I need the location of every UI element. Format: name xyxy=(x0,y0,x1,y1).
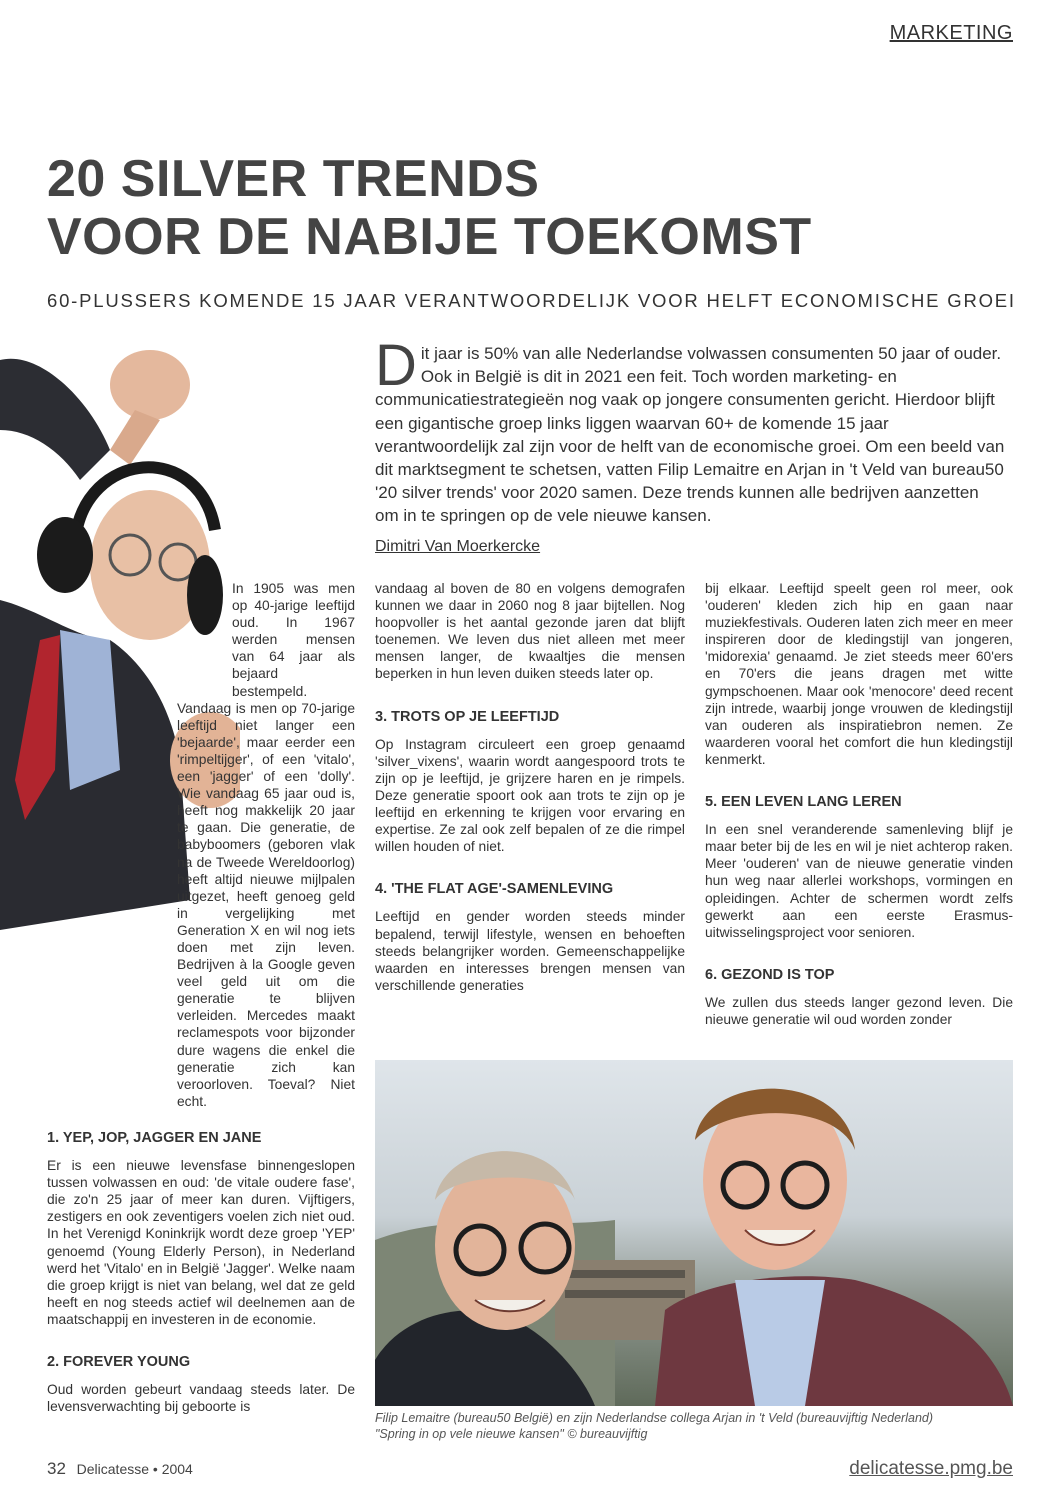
column-1 xyxy=(47,1130,355,1415)
text-section-3: Op Instagram circuleert een groep genaamd 'silver_vixens', waarin wordt aangespoord trots te zijn op je leeftijd, je grijzere haren en je rimpels. Deze generatie spoort ook aan trots te zijn op je leeftijd en erkenning te krijgen voor ervaring en expertise. Ze zal ook zelf bepalen of ze die rimpel willen houden of niet. xyxy=(375,736,685,855)
portrait-photo-art xyxy=(375,1060,1013,1406)
website-link[interactable]: delicatesse.pmg.be xyxy=(849,1458,1013,1479)
heading-section-2: 2. FOREVER YOUNG xyxy=(47,1354,191,1371)
text-section-5: In een snel veranderende samenleving blijf je maar beter bij de les en wil je niet achterop raken. Meer 'ouderen' van de nieuwe generatie vinden hun weg naar allerlei workshops, vormingen en opleidingen. Achter de schermen wordt zelfs gewerkt aan een eerste Erasmus-uitwisselingsproject voor senioren. xyxy=(705,822,1013,940)
heading-section-4: 4. 'THE FLAT AGE'-SAMENLEVING xyxy=(375,881,614,898)
text-section-4: Leeftijd en gender worden steeds minder bepalend, terwijl lifestyle, wensen en behoeften steeds belangrijker worden. Gemeenschappelijke waarden en interesses brengen mensen van verschillende generaties xyxy=(375,909,685,993)
heading-section-3: 3. TROTS OP JE LEEFTIJD xyxy=(375,708,560,725)
column-3 xyxy=(705,580,1013,1028)
wrap-paragraph-2: Vandaag is men op 70-jarige leeftijd niet langer een 'bejaarde', maar eerder een 'rimpeltijger', of een 'vitalo', een 'jagger' of een 'dolly'. Wie vandaag 65 jaar oud is, heeft nog makkelijk 20 jaar te gaan. Die generatie, de babyboomers (geboren vlak na de Tweede Wereldoorlog) heeft altijd nieuwe mijlpalen uitgezet, heeft genoeg geld in vergelijking met Generation X en wil nog iets doen met zijn leven. Bedrijven à la Google geven veel geld uit om die generatie te blijven verleiden. Mercedes maakt reclamespots voor bijzonder dure wagens die enkel die generatie zich kan veroorloven. Toeval? Niet echt. xyxy=(177,700,355,1109)
title-line-1: 20 SILVER TRENDS xyxy=(47,150,540,208)
caption-line-2: "Spring in op vele nieuwe kansen" © bureauvijftig xyxy=(375,1427,648,1441)
col3-lead-text: bij elkaar. Leeftijd speelt geen rol meer, ook 'ouderen' kleden zich hip en gaan naar muziekfestivals. Ouderen laten zich meer en meer inspireren door de kledingstijl van jongeren, 'midorexia' genaamd. Je ziet steeds meer 60'ers en 70'ers die jeans dragen met witte gympschoenen. Maar ook 'menocore' deed recent zijn intrede, waarbij jonge vrouwen de kledingstijl van ouderen als inspiratiebron nemen. Ze waarderen vooral het comfort die hun kledingstijl kenmerkt. xyxy=(705,581,1013,767)
page-number: 32 xyxy=(47,1459,66,1478)
article-title xyxy=(47,150,812,266)
right-man-jacket xyxy=(655,1276,1013,1406)
text-section-1: Er is een nieuwe levensfase binnengeslopen tussen volwassen en oud: 'de vitale oudere fase', die zo'n 25 jaar of meer kan duren. Vijftigers, zestigers en ook zeventigers voelen zich niet oud. In het Verenigd Koninkrijk wordt deze groep 'YEP' genoemd (Young Elderly Person), in Nederland werd het 'Vitalo' en in België 'Jagger'. Welke naam die groep krijgt is niet van belang, wel dat ze geld heeft en nog steeds actief wil deelnemen aan de maatschappij en investeren in de economie. xyxy=(47,1158,355,1327)
portrait-photo xyxy=(375,1060,1013,1406)
title-line-2: VOOR DE NABIJE TOEKOMST xyxy=(47,208,812,266)
author-byline: Dimitri Van Moerkercke xyxy=(375,538,541,555)
intro-paragraph xyxy=(375,333,1005,528)
text-section-2: Oud worden gebeurt vandaag steeds later. De levensverwachting bij geboorte is xyxy=(47,1382,355,1415)
section-label: MARKETING xyxy=(889,22,1013,44)
column-2 xyxy=(375,580,685,994)
publication-name: Delicatesse • 2004 xyxy=(76,1461,193,1477)
heading-section-6: 6. GEZOND IS TOP xyxy=(705,966,835,983)
caption-line-1: Filip Lemaitre (bureau50 België) en zijn Nederlandse collega Arjan in 't Veld (bureauvijftig Nederland) xyxy=(375,1411,934,1425)
article-subtitle: 60-PLUSSERS KOMENDE 15 JAAR VERANTWOORDELIJK VOOR HELFT ECONOMISCHE GROEI xyxy=(47,290,1016,311)
raised-fist xyxy=(110,350,190,420)
text-section-6: We zullen dus steeds langer gezond leven. Die nieuwe generatie wil oud worden zonder xyxy=(705,994,1013,1027)
intro-text: it jaar is 50% van alle Nederlandse volwassen consumenten 50 jaar of ouder. Ook in België is dit in 2021 een feit. Toch worden marketing- en communicatiestrategieën nog vaak op jongere consumenten gericht. Hierdoor blijft een gigantische groep links liggen waarvan 60+ de komende 15 jaar verantwoordelijk zal zijn voor de helft van de economische groei. Om een beeld van dit marktsegment te schetsen, vatten Filip Lemaitre en Arjan in 't Veld van bureau50 '20 silver trends' voor 2020 samen. Deze trends kunnen alle bedrijven aanzetten om in te springen op de vele nieuwe kansen. xyxy=(375,344,1005,526)
photo-caption xyxy=(375,1410,1015,1442)
raised-arm xyxy=(0,359,110,480)
wrap-text-block xyxy=(47,580,355,1110)
wrap-paragraph-1: In 1905 was men op 40-jarige leeftijd oud. In 1967 werden mensen van 64 jaar als bejaard bestempeld. xyxy=(232,581,355,699)
heading-section-5: 5. EEN LEVEN LANG LEREN xyxy=(705,794,902,811)
footer-left xyxy=(47,1459,193,1479)
col2-lead-text: vandaag al boven de 80 en volgens demografen kunnen we daar in 2060 nog 8 jaar bijtellen. Nog hoopvoller is het aantal gezonde jaren dat blijft toenemen. We leven dus niet alleen met meer mensen langer, de kwaaltjes die mensen beperken in hun leven duiken steeds later op. xyxy=(375,581,685,682)
drop-cap: D xyxy=(375,333,417,398)
heading-section-1: 1. YEP, JOP, JAGGER EN JANE xyxy=(47,1130,262,1146)
